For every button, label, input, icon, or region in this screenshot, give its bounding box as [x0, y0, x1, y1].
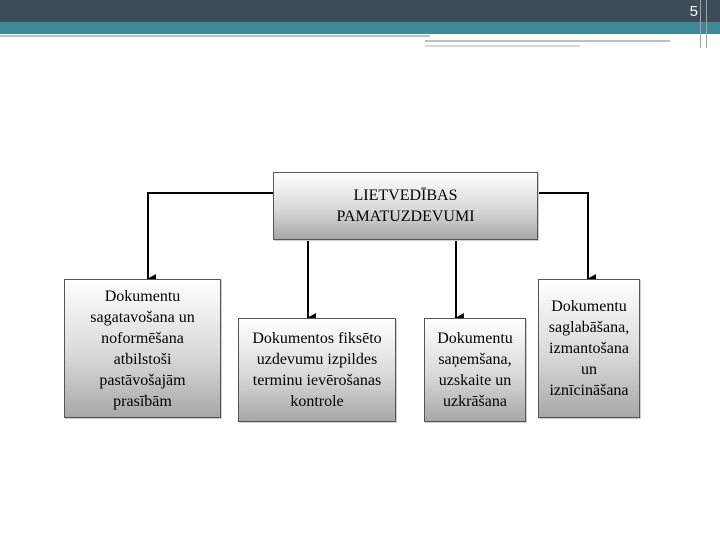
child-box-deadline-control — [238, 318, 396, 422]
child-label-deadline-control: Dokumentos fiksēto uzdevumu izpildes terminu ievērošanas kontrole — [252, 330, 382, 410]
root-label: LIETVEDĪBAS PAMATUZDEVUMI — [336, 187, 475, 225]
child-label-storage: Dokumentu saglabāšana, izmantošana un iznīcināšana — [548, 298, 630, 399]
connector-left — [148, 193, 273, 279]
child-label-preparation: Dokumentu sagatavošana un noformēšana atbilstoši pastāvošajām prasībām — [90, 287, 195, 410]
child-box-storage — [538, 279, 640, 418]
child-label-receipt: Dokumentu saņemšana, uzskaite un uzkrāšana — [437, 330, 513, 410]
root-box — [273, 172, 538, 240]
slide-number: 5 — [689, 3, 698, 20]
child-box-preparation — [64, 279, 221, 418]
connector-right — [538, 193, 588, 279]
child-box-receipt — [424, 318, 526, 422]
